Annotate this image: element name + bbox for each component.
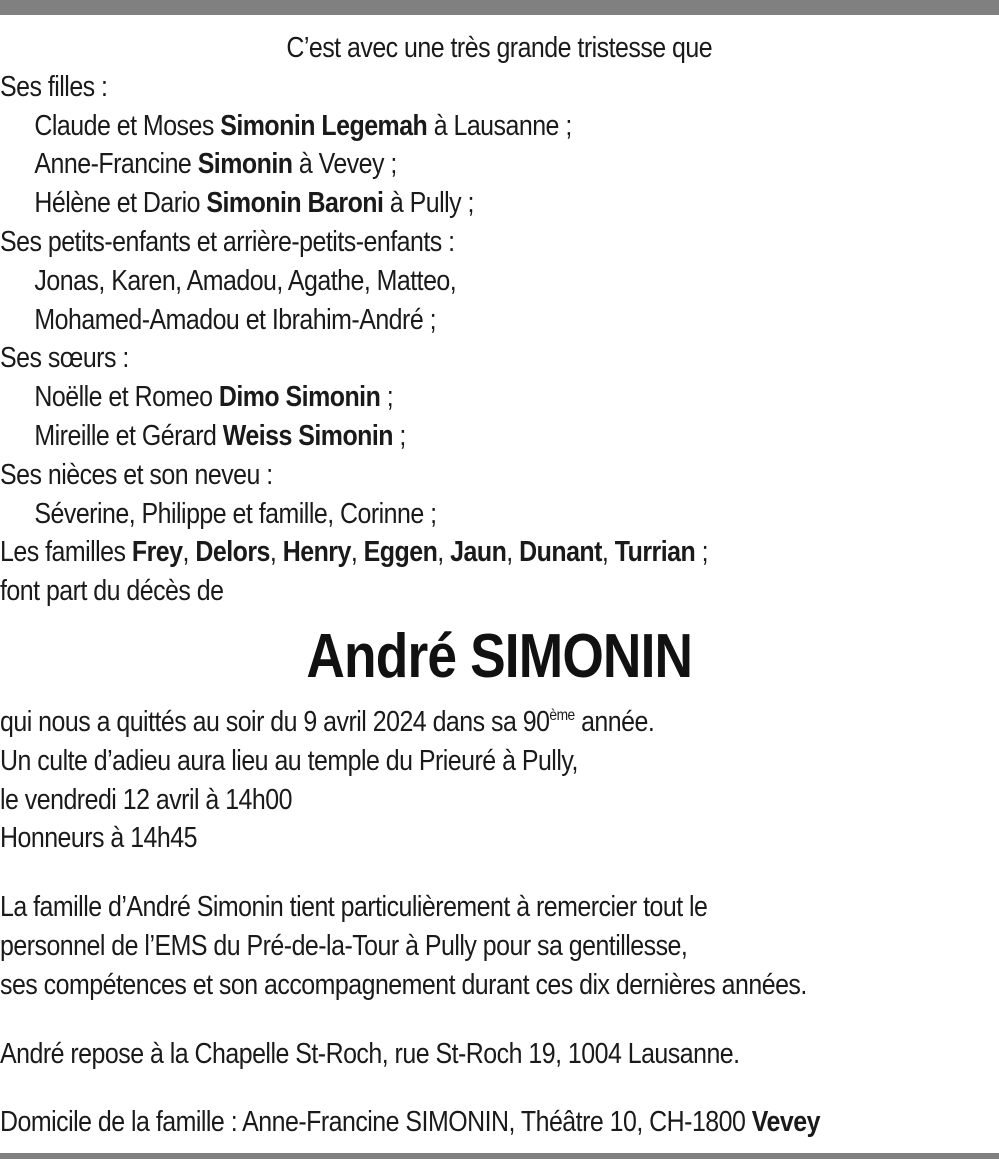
nieces-line-1: Séverine, Philippe et famille, Corinne ; bbox=[34, 497, 437, 530]
domicile-line bbox=[0, 1103, 998, 1142]
family-name: Delors bbox=[195, 536, 270, 569]
domicile-city: Vevey bbox=[751, 1106, 820, 1139]
nieces-heading: Ses nièces et son neveu : bbox=[0, 458, 273, 491]
sister-1-end: ; bbox=[380, 381, 394, 414]
thanks-line-2: personnel de l’EMS du Pré-de-la-Tour à Pully pour sa gentillesse, bbox=[0, 929, 688, 962]
family-name: Henry bbox=[282, 536, 351, 569]
families-prefix: Les familles bbox=[0, 536, 132, 569]
daughter-1-place: à Lausanne ; bbox=[427, 109, 572, 142]
death-date-end: année. bbox=[574, 706, 655, 738]
family-separator: , bbox=[437, 536, 451, 569]
sister-line-1 bbox=[0, 378, 859, 417]
families-suffix: ; bbox=[695, 536, 709, 569]
family-name: Jaun bbox=[450, 536, 507, 569]
honours-line: Honneurs à 14h45 bbox=[0, 822, 197, 855]
daughter-1-names: Claude et Moses bbox=[34, 109, 221, 142]
spacer bbox=[0, 858, 998, 888]
bottom-border-rule bbox=[0, 1153, 999, 1159]
sister-line-2 bbox=[0, 417, 859, 456]
family-separator: , bbox=[506, 536, 520, 569]
thanks-line-3: ses compétences et son accompagnement durant ces dix dernières années. bbox=[0, 968, 807, 1001]
families-line bbox=[0, 533, 859, 572]
family-name: Dunant bbox=[519, 536, 602, 569]
family-name: Frey bbox=[131, 536, 183, 569]
daughter-1-surname: Simonin Legemah bbox=[220, 109, 428, 142]
grandchildren-line-1: Jonas, Karen, Amadou, Agathe, Matteo, bbox=[34, 264, 457, 297]
family-name: Turrian bbox=[614, 536, 696, 569]
daughter-3-place: à Pully ; bbox=[383, 187, 474, 220]
deceased-name-heading bbox=[0, 622, 999, 692]
deceased-name: André SIMONIN bbox=[306, 622, 693, 691]
daughter-line-1 bbox=[0, 107, 859, 146]
family-name: Eggen bbox=[363, 536, 438, 569]
daughter-3-names: Hélène et Dario bbox=[34, 187, 207, 220]
spacer bbox=[0, 1073, 998, 1103]
sister-2-surname: Weiss Simonin bbox=[222, 419, 394, 452]
sisters-heading: Ses sœurs : bbox=[0, 342, 129, 375]
family-separator: , bbox=[182, 536, 196, 569]
daughter-line-2 bbox=[0, 145, 859, 184]
death-date-line bbox=[0, 703, 998, 742]
domicile-address: Domicile de la famille : Anne-Francine SIMONIN, Théâtre 10, CH-1800 bbox=[0, 1106, 752, 1139]
daughter-3-surname: Simonin Baroni bbox=[206, 187, 384, 220]
daughter-2-names: Anne-Francine bbox=[34, 148, 198, 181]
intro-line: C’est avec une très grande tristesse que bbox=[286, 32, 713, 64]
family-separator: , bbox=[269, 536, 283, 569]
repose-line: André repose à la Chapelle St-Roch, rue St-Roch 19, 1004 Lausanne. bbox=[0, 1037, 740, 1070]
spacer bbox=[0, 1005, 998, 1035]
grandchildren-line-2: Mohamed-Amadou et Ibrahim-André ; bbox=[34, 303, 437, 336]
top-border-rule bbox=[0, 0, 999, 15]
daughter-line-3 bbox=[0, 184, 859, 223]
daughters-heading: Ses filles : bbox=[0, 70, 108, 103]
ceremony-date-line: le vendredi 12 avril à 14h00 bbox=[0, 783, 292, 816]
family-separator: , bbox=[350, 536, 364, 569]
sister-1-surname: Dimo Simonin bbox=[218, 381, 381, 414]
ordinal-suffix: ème bbox=[549, 707, 575, 724]
death-date-text: qui nous a quittés au soir du 9 avril 2024 dans sa 90 bbox=[0, 706, 550, 738]
sister-2-names: Mireille et Gérard bbox=[34, 419, 223, 452]
thanks-line-1: La famille d’André Simonin tient particulièrement à remercier tout le bbox=[0, 891, 708, 924]
announce-line: font part du décès de bbox=[0, 575, 224, 608]
notice-lower-section bbox=[0, 703, 998, 1142]
daughter-2-place: à Vevey ; bbox=[292, 148, 397, 181]
notice-upper-section bbox=[0, 29, 859, 611]
daughter-2-surname: Simonin bbox=[197, 148, 293, 181]
family-separator: , bbox=[601, 536, 615, 569]
ceremony-line: Un culte d’adieu aura lieu au temple du Prieuré à Pully, bbox=[0, 744, 578, 777]
sister-1-names: Noëlle et Romeo bbox=[34, 381, 219, 414]
sister-2-end: ; bbox=[393, 419, 406, 452]
grandchildren-heading: Ses petits-enfants et arrière-petits-enfants : bbox=[0, 225, 455, 258]
